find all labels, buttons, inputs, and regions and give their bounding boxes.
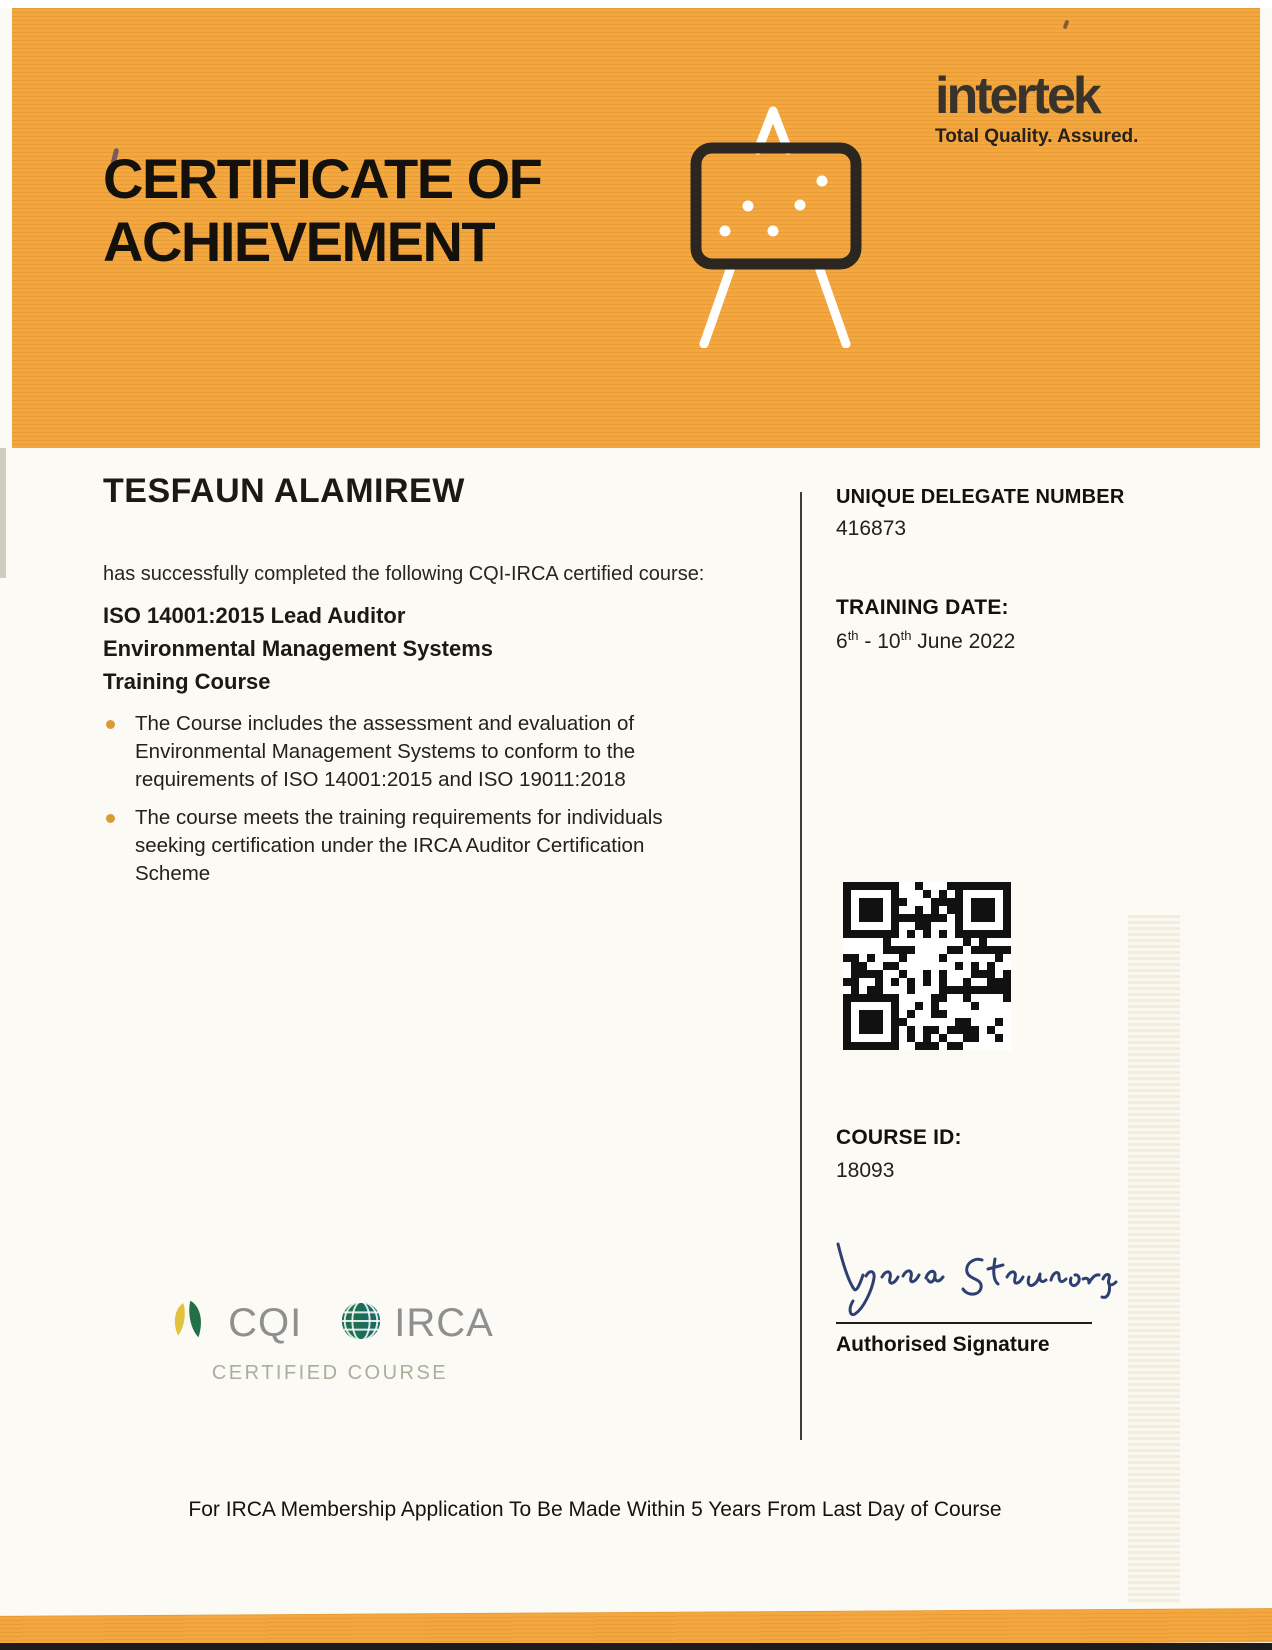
intertek-wordmark: intertek xyxy=(935,67,1099,125)
course-title-line: ISO 14001:2015 Lead Auditor xyxy=(103,603,406,628)
date-day-end: 10 xyxy=(877,630,901,653)
bullet-dot-icon xyxy=(106,720,115,729)
page-margin xyxy=(0,0,1272,8)
recipient-name: TESFAUN ALAMIREW xyxy=(103,472,465,510)
date-day-start: 6 xyxy=(836,630,848,653)
scan-bottom-edge xyxy=(0,1643,1272,1650)
qr-code xyxy=(843,882,1011,1050)
scan-texture-strip xyxy=(1128,915,1180,1605)
bullet-dot-icon xyxy=(106,814,115,823)
irca-wordmark: IRCA xyxy=(394,1301,494,1345)
cqi-irca-row xyxy=(170,1294,494,1353)
intro-text: has successfully completed the following CQI-IRCA certified course: xyxy=(103,563,705,585)
training-date-value xyxy=(836,628,1015,654)
date-ordinal: th xyxy=(847,628,859,643)
title-line-2: ACHIEVEMENT xyxy=(103,209,495,273)
training-date-label: TRAINING DATE: xyxy=(836,596,1009,619)
intertek-tagline: Total Quality. Assured. xyxy=(935,126,1139,147)
cqi-leaf-icon xyxy=(166,1294,218,1353)
bullet-item xyxy=(106,804,746,888)
course-bullets xyxy=(106,710,746,898)
date-separator: - xyxy=(858,630,878,653)
irca-globe-icon xyxy=(338,1298,384,1349)
delegate-number-label: UNIQUE DELEGATE NUMBER xyxy=(836,486,1125,508)
date-month-year: June 2022 xyxy=(911,630,1016,653)
certificate-title xyxy=(103,148,541,273)
easel-icon xyxy=(650,98,900,353)
cqi-wordmark: CQI xyxy=(228,1301,303,1345)
date-ordinal: th xyxy=(900,628,912,643)
authorised-signature-label: Authorised Signature xyxy=(836,1333,1050,1356)
intertek-logo xyxy=(935,67,1139,148)
page-edge-shadow xyxy=(0,448,6,578)
course-title xyxy=(103,599,493,698)
scan-speck xyxy=(1063,20,1070,30)
certified-course-caption: CERTIFIED COURSE xyxy=(211,1362,449,1384)
course-title-line: Environmental Management Systems xyxy=(103,636,494,661)
course-id-label: COURSE ID: xyxy=(836,1126,962,1149)
bullet-item xyxy=(106,710,746,794)
course-title-line: Training Course xyxy=(103,669,271,694)
course-id-value: 18093 xyxy=(836,1159,895,1182)
signature-line xyxy=(836,1322,1092,1324)
bullet-text: The course meets the training requirements for individuals seeking certification under the IRCA Auditor Certification Scheme xyxy=(135,806,663,886)
cqi-irca-logo xyxy=(170,1294,494,1385)
column-divider xyxy=(800,492,802,1440)
membership-note: For IRCA Membership Application To Be Made Within 5 Years From Last Day of Course xyxy=(188,1498,1002,1521)
title-line-1: CERTIFICATE OF xyxy=(103,147,542,210)
bullet-text: The Course includes the assessment and evaluation of Environmental Management Systems to conform to the requirements of ISO 14001:2015 and ISO 19011:2018 xyxy=(135,712,636,792)
delegate-number-value: 416873 xyxy=(836,517,907,540)
